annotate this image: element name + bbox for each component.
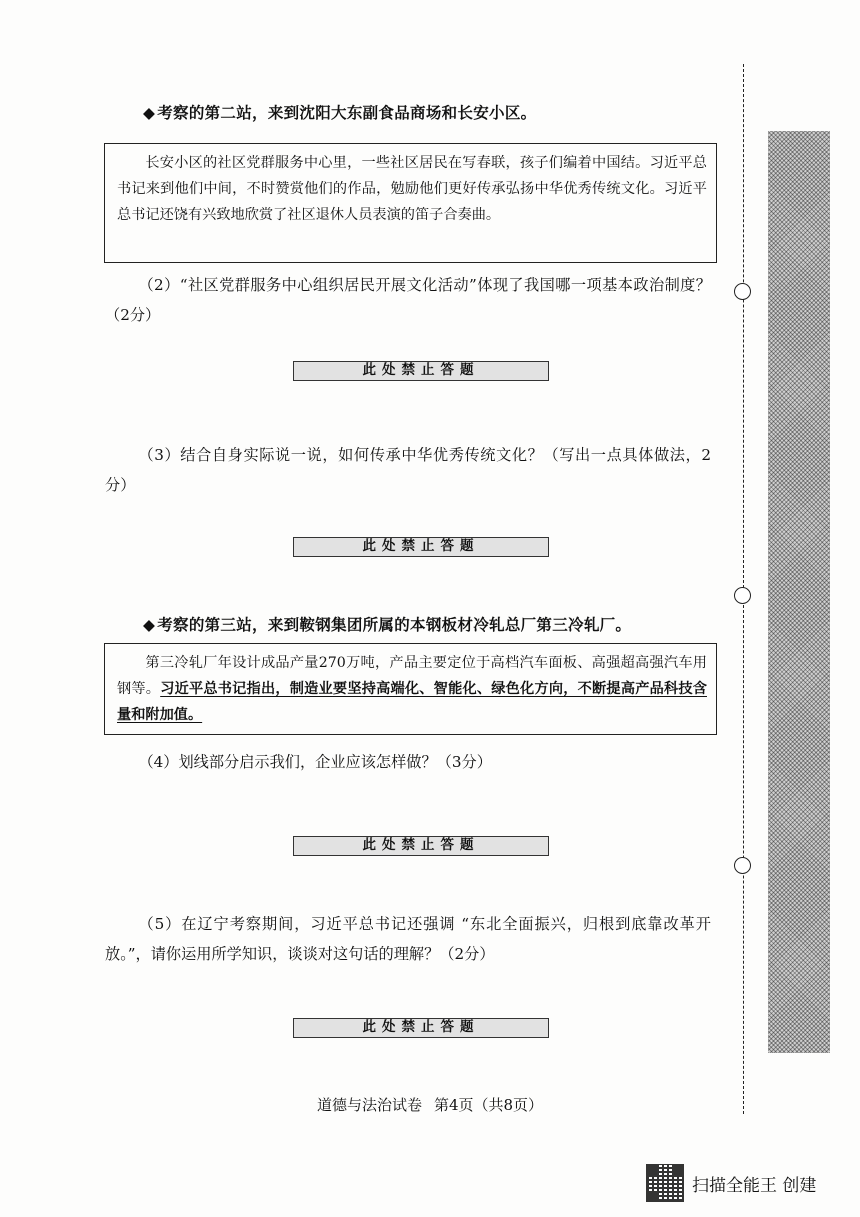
no-answer-zone-q4: 此处禁止答题	[293, 836, 549, 856]
question-5: （5）在辽宁考察期间，习近平总书记还强调 “东北全面振兴，归根到底靠改革开放。”，请你运用所学知识，谈谈对这句话的理解？（2分）	[105, 915, 711, 963]
question-4: （4）划线部分启示我们，企业应该怎样做？（3分）	[138, 753, 492, 771]
binding-hole-icon	[734, 857, 751, 874]
question-3: （3）结合自身实际说一说，如何传承中华优秀传统文化？（写出一点具体做法，2分）	[105, 446, 711, 494]
qr-code-icon	[646, 1164, 684, 1202]
question-2: （2）“社区党群服务中心组织居民开展文化活动”体现了我国哪一项基本政治制度？（2分）	[105, 276, 711, 324]
footer-page-number: 第4页（共8页）	[433, 1096, 544, 1114]
no-answer-zone-q3: 此处禁止答题	[293, 537, 549, 557]
section2-heading-text: 考察的第二站，来到沈阳大东副食品商场和长安小区。	[157, 103, 537, 122]
binding-hole-icon	[734, 283, 751, 300]
page-footer	[0, 1094, 860, 1115]
scanner-watermark	[646, 1164, 816, 1202]
section3-passage	[104, 643, 717, 735]
section3-heading	[143, 613, 631, 635]
section3-passage-plain: 第三冷轧厂年设计成品产量270万吨，产品主要定位于高档汽车面板、高强超高强汽车用钢等。	[117, 655, 707, 697]
section2-heading	[143, 101, 536, 123]
shaded-margin-strip	[768, 131, 830, 1053]
binding-hole-icon	[734, 587, 751, 604]
section3-heading-text: 考察的第三站，来到鞍钢集团所属的本钢板材冷轧总厂第三冷轧厂。	[157, 615, 632, 634]
no-answer-zone-q2: 此处禁止答题	[293, 361, 549, 381]
footer-subject: 道德与法治试卷	[316, 1096, 422, 1114]
section3-passage-underlined: 习近平总书记指出，制造业要坚持高端化、智能化、绿色化方向，不断提高产品科技含量和附加值。	[117, 681, 707, 723]
watermark-text: 扫描全能王 创建	[692, 1175, 817, 1196]
no-answer-zone-q5: 此处禁止答题	[293, 1018, 549, 1038]
diamond-bullet-icon: ◆	[143, 103, 156, 122]
section2-passage: 长安小区的社区党群服务中心里，一些社区居民在写春联，孩子们编着中国结。习近平总书记来到他们中间，不时赞赏他们的作品，勉励他们更好传承弘扬中华优秀传统文化。习近平总书记还饶有兴致地欣赏了社区退休人员表演的笛子合奏曲。	[104, 143, 717, 263]
diamond-bullet-icon: ◆	[143, 615, 156, 634]
